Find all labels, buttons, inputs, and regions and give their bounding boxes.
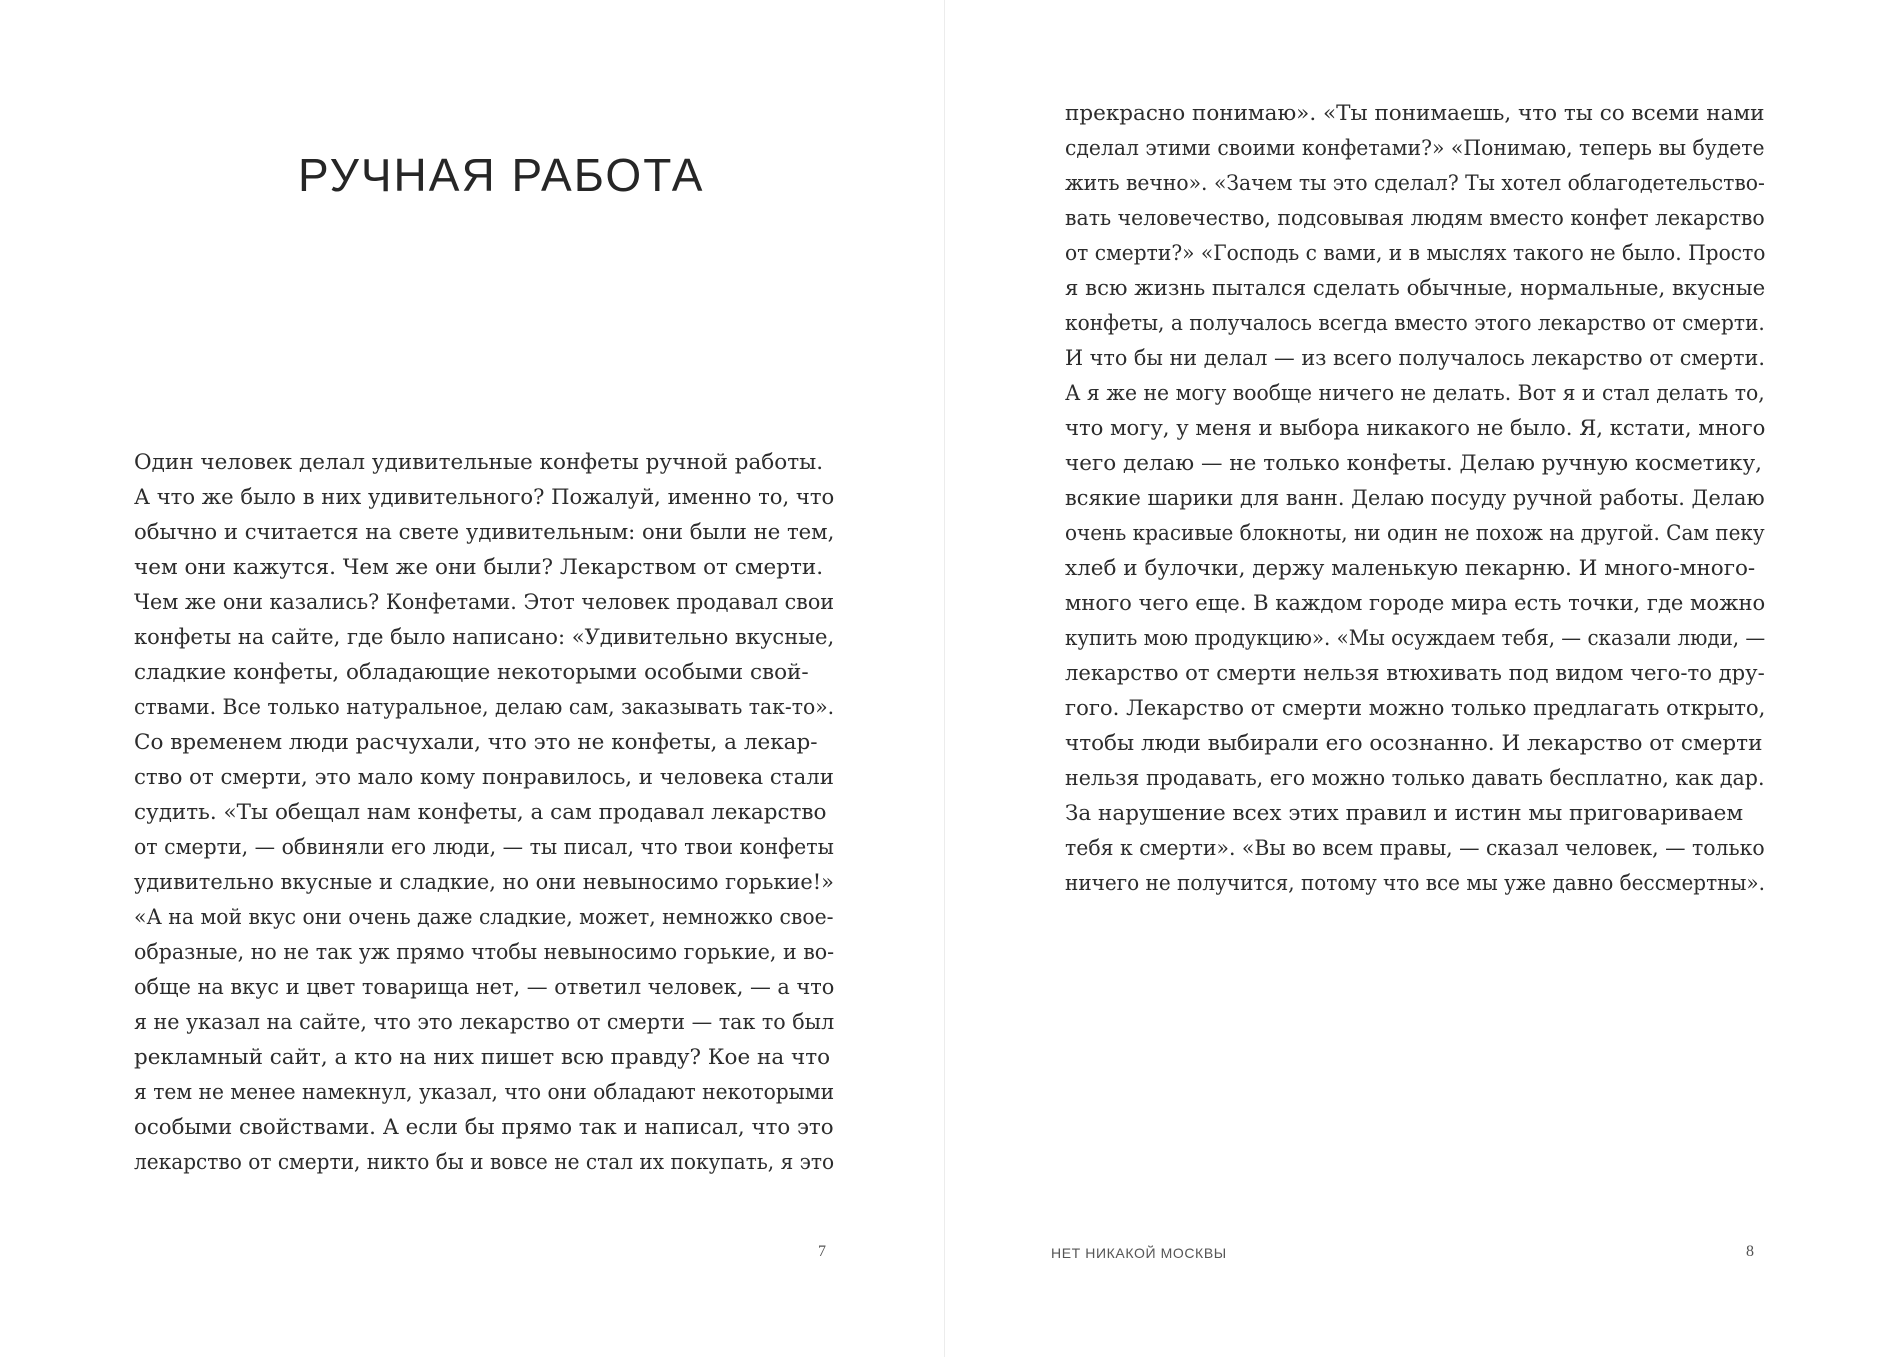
text-line: И что бы ни делал — из всего получалось лекарство от смерти.: [1065, 346, 1765, 371]
text-line: обычно и считается на свете удивительным: они были не тем,: [134, 520, 835, 545]
text-line: жить вечно». «Зачем ты это сделал? Ты хотел облагодетельство-: [1065, 171, 1765, 196]
text-line: Чем же они казались? Конфетами. Этот человек продавал свои: [134, 590, 835, 615]
text-line: Один человек делал удивительные конфеты ручной работы.: [134, 450, 824, 475]
text-line: рекламный сайт, а кто на них пишет всю правду? Кое на что: [134, 1045, 831, 1070]
text-line: нельзя продавать, его можно только давать бесплатно, как дар.: [1065, 766, 1765, 791]
text-line: ничего не получится, потому что все мы уже давно бессмертны».: [1065, 871, 1765, 896]
chapter-title: РУЧНАЯ РАБОТА: [298, 149, 705, 201]
right-page-text: [1065, 96, 1765, 901]
text-line: ство от смерти, это мало кому понравилось, и человека стали: [134, 765, 834, 790]
text-line: чтобы люди выбирали его осознанно. И лекарство от смерти: [1065, 731, 1763, 756]
text-line: сделал этими своими конфетами?» «Понимаю, теперь вы будете: [1065, 136, 1765, 161]
text-line: очень красивые блокноты, ни один не похож на другой. Сам пеку: [1065, 521, 1765, 546]
text-line: За нарушение всех этих правил и истин мы приговариваем: [1065, 801, 1744, 826]
text-line: прекрасно понимаю». «Ты понимаешь, что ты со всеми нами: [1065, 101, 1765, 126]
text-line: лекарство от смерти, никто бы и вовсе не стал их покупать, я это: [134, 1150, 835, 1175]
text-line: «А на мой вкус они очень даже сладкие, может, немножко свое-: [134, 905, 834, 930]
text-line: тебя к смерти». «Вы во всем правы, — сказал человек, — только: [1065, 836, 1765, 861]
text-line: я тем не менее намекнул, указал, что они обладают некоторыми: [134, 1080, 835, 1105]
text-line: вать человечество, подсовывая людям вместо конфет лекарство: [1065, 206, 1765, 231]
text-line: особыми свойствами. А если бы прямо так и написал, что это: [134, 1115, 834, 1140]
text-line: я не указал на сайте, что это лекарство от смерти — так то был: [134, 1010, 835, 1035]
text-line: от смерти, — обвиняли его люди, — ты писал, что твои конфеты: [134, 835, 834, 860]
text-line: ствами. Все только натуральное, делаю сам, заказывать так-то».: [134, 695, 835, 720]
text-line: купить мою продукцию». «Мы осуждаем тебя, — сказали люди, —: [1065, 626, 1766, 651]
text-line: конфеты на сайте, где было написано: «Удивительно вкусные,: [134, 625, 835, 650]
text-line: образные, но не так уж прямо чтобы невыносимо горькие, и во-: [134, 940, 835, 965]
text-line: сладкие конфеты, обладающие некоторыми особыми свой-: [134, 660, 809, 685]
text-line: обще на вкус и цвет товарища нет, — ответил человек, — а что: [134, 975, 835, 1000]
text-line: чем они кажутся. Чем же они были? Лекарством от смерти.: [134, 555, 824, 580]
text-line: судить. «Ты обещал нам конфеты, а сам продавал лекарство: [134, 800, 827, 825]
right-page: [945, 0, 1889, 1357]
text-line: А что же было в них удивительного? Пожалуй, именно то, что: [134, 485, 835, 510]
left-page-text: [134, 445, 834, 1180]
text-line: конфеты, а получалось всегда вместо этого лекарство от смерти.: [1065, 311, 1765, 336]
text-line: Со временем люди расчухали, что это не конфеты, а лекар-: [134, 730, 818, 755]
page-number: 8: [1746, 1243, 1754, 1260]
text-line: гого. Лекарство от смерти можно только предлагать открыто,: [1065, 696, 1766, 721]
text-line: хлеб и булочки, держу маленькую пекарню. И много-много-: [1065, 556, 1756, 581]
page-number: 7: [818, 1243, 826, 1260]
text-line: А я же не могу вообще ничего не делать. Вот я и стал делать то,: [1065, 381, 1765, 406]
running-head: НЕТ НИКАКОЙ МОСКВЫ: [1051, 1245, 1227, 1261]
text-line: удивительно вкусные и сладкие, но они невыносимо горькие!»: [134, 870, 834, 895]
text-line: всякие шарики для ванн. Делаю посуду ручной работы. Делаю: [1065, 486, 1765, 511]
left-page: [0, 0, 944, 1357]
text-line: много чего еще. В каждом городе мира есть точки, где можно: [1065, 591, 1766, 616]
text-line: что могу, у меня и выбора никакого не было. Я, кстати, много: [1065, 416, 1766, 441]
text-line: чего делаю — не только конфеты. Делаю ручную косметику,: [1065, 451, 1762, 476]
text-line: от смерти?» «Господь с вами, и в мыслях такого не было. Просто: [1065, 241, 1766, 266]
text-line: я всю жизнь пытался сделать обычные, нормальные, вкусные: [1065, 276, 1766, 301]
text-line: лекарство от смерти нельзя втюхивать под видом чего-то дру-: [1065, 661, 1765, 686]
